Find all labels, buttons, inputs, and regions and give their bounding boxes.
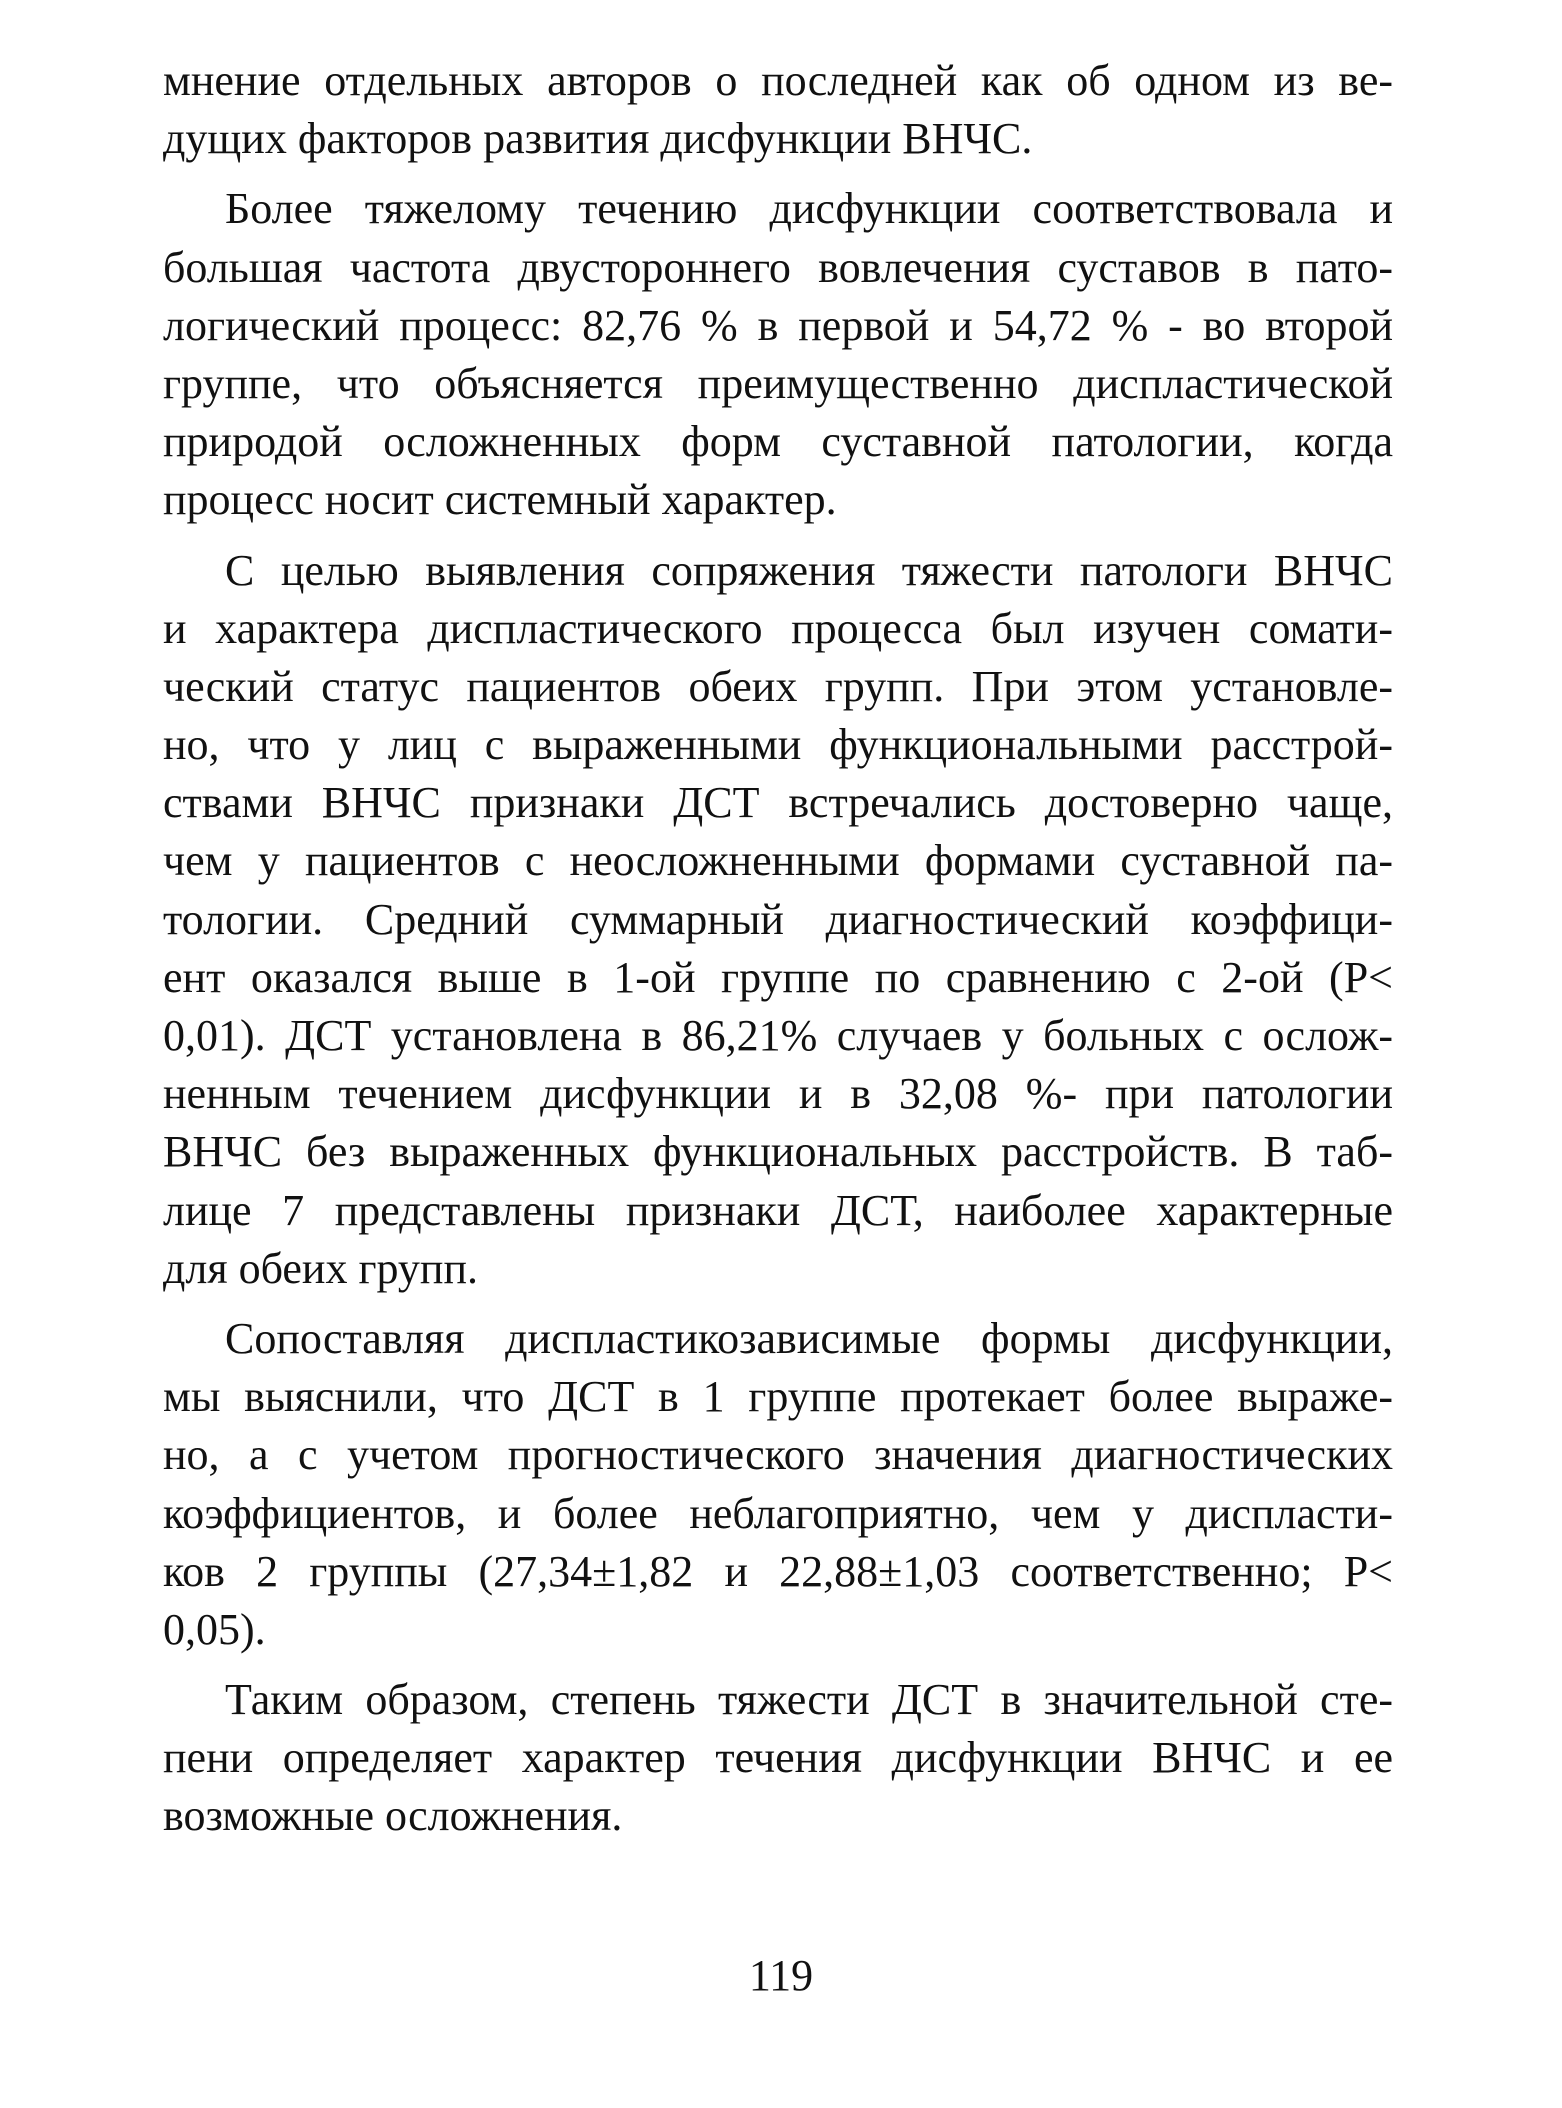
text-line: мы выяснили, что ДСТ в 1 группе протекает более выраже- [163, 1372, 1393, 1422]
text-line: дущих факторов развития дисфункции ВНЧС. [163, 114, 1033, 164]
text-line: логический процесс: 82,76 % в первой и 54,72 % - во второй [163, 300, 1393, 350]
text-line: ков 2 группы (27,34±1,82 и 22,88±1,03 соответственно; Р< [163, 1546, 1393, 1596]
text-line: 0,01). ДСТ установлена в 86,21% случаев у больных с ослож- [163, 1011, 1393, 1060]
text-line: возможные осложнения. [163, 1791, 623, 1841]
text-line: лице 7 представлены признаки ДСТ, наиболее характерные [163, 1185, 1393, 1235]
text-line: Более тяжелому течению дисфункции соответствовала и [225, 184, 1393, 234]
text-line: пени определяет характер течения дисфункции ВНЧС и ее [163, 1733, 1393, 1783]
text-line: С целью выявления сопряжения тяжести патологи ВНЧС [225, 545, 1393, 595]
page-number: 119 [748, 1951, 814, 2000]
text-line: ствами ВНЧС признаки ДСТ встречались достоверно чаще, [163, 778, 1393, 828]
text-line: коэффициентов, и более неблагоприятно, чем у диспласти- [163, 1488, 1393, 1538]
text-line: Таким образом, степень тяжести ДСТ в значительной сте- [225, 1675, 1393, 1725]
text-line: но, а с учетом прогностического значения диагностических [163, 1430, 1393, 1480]
text-line: но, что у лиц с выраженными функциональными расстрой- [163, 720, 1393, 770]
paragraph [163, 1310, 1393, 1659]
text-line: ВНЧС без выраженных функциональных расстройств. В таб- [163, 1127, 1393, 1177]
paragraph [163, 1671, 1393, 1846]
paragraph-gap [163, 530, 1393, 542]
text-line: Сопоставляя диспластикозависимые формы дисфункции, [225, 1313, 1393, 1363]
paragraph-gap [163, 168, 1393, 180]
text-line: 0,05). [163, 1604, 266, 1654]
paragraph-gap [163, 1659, 1393, 1671]
text-line: мнение отдельных авторов о последней как об одном из ве- [163, 56, 1393, 105]
text-line: чем у пациентов с неосложненными формами суставной па- [163, 836, 1393, 886]
paragraph [163, 180, 1393, 529]
text-line: природой осложненных форм суставной патологии, когда [163, 417, 1393, 467]
text-line: для обеих групп. [163, 1243, 479, 1293]
text-line: ент оказался выше в 1-ой группе по сравнению с 2-ой (Р< [163, 952, 1393, 1002]
text-line: большая частота двустороннего вовлечения суставов в пато- [163, 242, 1393, 292]
text-line: тологии. Средний суммарный диагностический коэффици- [163, 894, 1393, 944]
text-line: и характера диспластического процесса был изучен сомати- [163, 603, 1393, 653]
body-text [163, 52, 1393, 1846]
paragraph [163, 542, 1393, 1298]
text-line: ненным течением дисфункции и в 32,08 %- при патологии [163, 1069, 1393, 1119]
paragraph-gap [163, 1298, 1393, 1310]
text-line: ческий статус пациентов обеих групп. При этом установле- [163, 661, 1393, 711]
paragraph [163, 52, 1393, 168]
text-line: процесс носит системный характер. [163, 475, 837, 525]
text-line: группе, что объясняется преимущественно диспластической [163, 358, 1393, 408]
